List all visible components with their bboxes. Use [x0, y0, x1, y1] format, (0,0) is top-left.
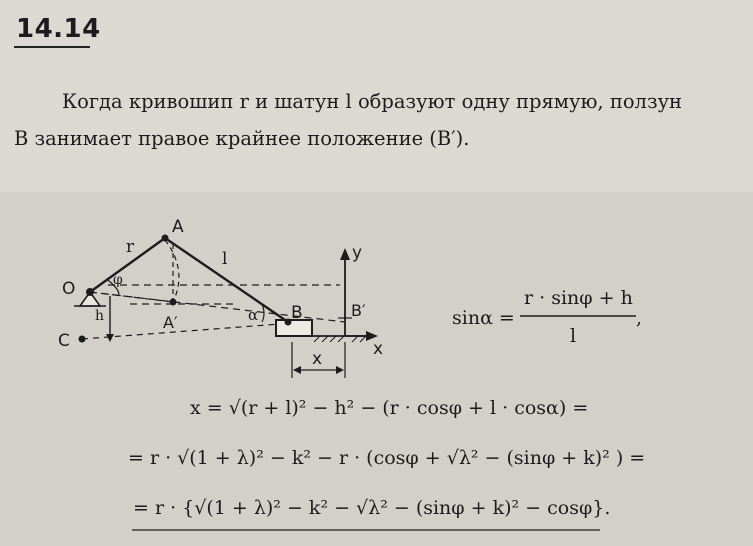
x-derivation	[128, 397, 645, 530]
sin-alpha-lhs: sinα =	[452, 307, 515, 329]
sin-alpha-numerator: r · sinφ + h	[524, 287, 633, 309]
label-axis-x: x	[373, 339, 384, 359]
x-dim-arrow-left	[293, 366, 301, 374]
point-A-prime	[170, 299, 176, 305]
joint-A	[162, 235, 168, 241]
label-x-dimension: x	[312, 349, 323, 369]
label-alpha: α	[248, 306, 259, 324]
equation-line-2: = r · √(1 + λ)² − k² − r · (cosφ + √λ² − (sinφ + k)² ) =	[128, 447, 646, 469]
label-B-prime: B′	[351, 301, 366, 320]
equation-line-1: x = √(r + l)² − h² − (r · cosφ + l · cosα) =	[190, 397, 589, 419]
equation-line-3: = r · {√(1 + λ)² − k² − √λ² − (sinφ + k)² − cosφ}.	[133, 497, 611, 519]
pivot-O	[87, 289, 94, 296]
label-A-prime: A′	[163, 313, 178, 332]
label-l: l	[222, 249, 228, 269]
statement-line-2: B занимает правое крайнее положение (B′).	[14, 127, 470, 150]
x-dim-arrow-right	[336, 366, 344, 374]
point-C	[79, 336, 85, 342]
mechanism-and-formulas	[0, 192, 753, 546]
problem-number-underline	[14, 46, 90, 48]
sin-alpha-denominator: l	[570, 325, 577, 347]
label-O: O	[62, 279, 76, 299]
h-dimension-arrow	[106, 334, 114, 342]
label-h: h	[95, 308, 105, 324]
problem-number: 14.14	[16, 14, 101, 44]
label-A: A	[172, 217, 184, 237]
label-phi: φ	[113, 272, 123, 288]
label-C: C	[58, 331, 70, 351]
label-axis-y: y	[352, 243, 363, 263]
sin-alpha-formula	[452, 287, 642, 347]
dashed-arc	[165, 240, 179, 302]
statement-line-1: Когда кривошип r и шатун l образуют одну прямую, ползун	[62, 90, 683, 113]
label-r: r	[126, 237, 135, 257]
label-B: B	[291, 303, 303, 323]
sin-alpha-comma: ,	[636, 307, 643, 329]
y-axis-arrow	[340, 248, 350, 260]
